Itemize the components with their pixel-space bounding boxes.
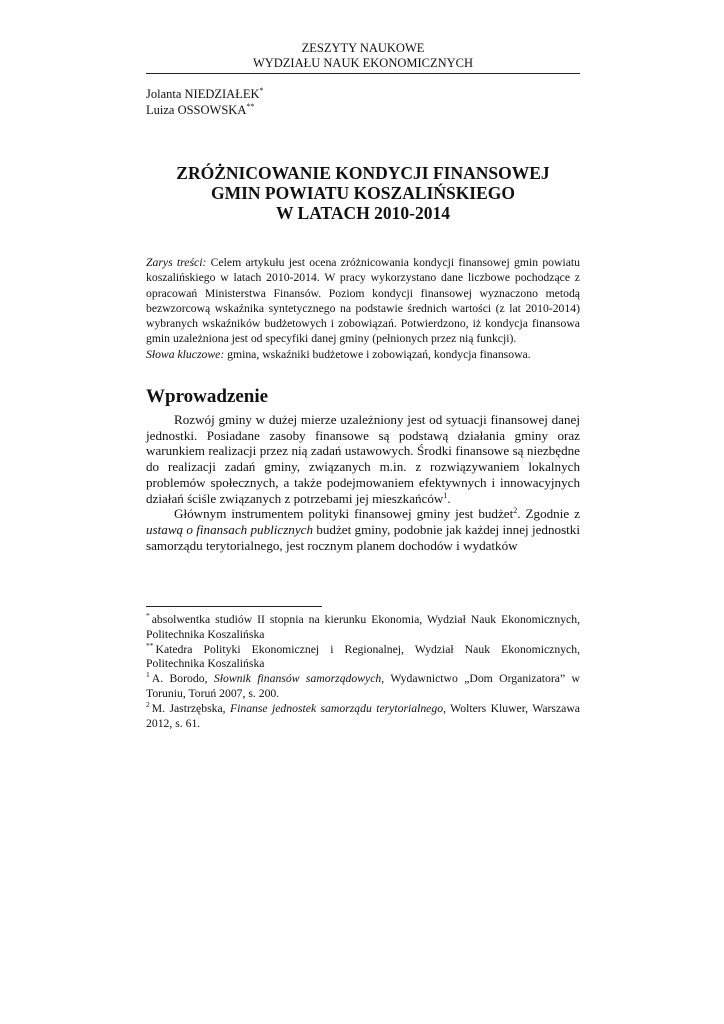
- body-text: [146, 412, 580, 553]
- footnote-text: M. Jastrzębska,: [151, 701, 230, 715]
- keywords-paragraph: [146, 347, 580, 362]
- paragraph-text: Głównym instrumentem polityki finansowej gminy jest budżet: [174, 506, 514, 522]
- body-paragraph-2: [146, 506, 580, 553]
- footnote: [146, 699, 580, 732]
- body-paragraph-1: [146, 412, 580, 506]
- author-2: [146, 102, 264, 118]
- author-name: Luiza OSSOWSKA: [146, 103, 247, 117]
- footnote-text: absolwentka studiów II stopnia na kierunku Ekonomia, Wydział Nauk Ekonomicznych, Politechnika Koszalińska: [146, 613, 580, 641]
- footnote-ref-2: 2: [513, 506, 518, 516]
- abstract-text: Celem artykułu jest ocena zróżnicowania kondycji finansowej gmin powiatu koszalińskiego w latach 2010-2014. W pracy wykorzystano dane liczbowe pochodzące z opracowań Ministerstwa Finansów. Poziom kondycji finansowej wyznaczono metodą bezwzorcową wskaźnika syntetycznego na podstawie średnich wartości (z lat 2010-2014) wybranych wskaźników budżetowych i zobowiązań. Potwierdzono, iż kondycja finansowa gmin uzależniona jest od specyfiki danej gminy (pełnionych przez nią funkcji).: [146, 256, 580, 346]
- keywords-label: Słowa kluczowe:: [146, 347, 225, 361]
- section-heading: Wprowadzenie: [146, 386, 269, 407]
- title-line-1: ZRÓŻNICOWANIE KONDYCJI FINANSOWEJ: [176, 163, 550, 183]
- author-name: Jolanta NIEDZIAŁEK: [146, 87, 260, 101]
- footnote-mark: *: [146, 611, 150, 620]
- author-1: [146, 86, 264, 102]
- footnote: [146, 672, 580, 702]
- abstract-paragraph: [146, 255, 580, 347]
- paragraph-italic: ustawą o finansach publicznych: [146, 521, 314, 537]
- footnote-italic: Finanse jednostek samorządu terytorialnego: [229, 701, 444, 715]
- footnote-ref-1: 1: [443, 490, 448, 500]
- journal-header-line2: WYDZIAŁU NAUK EKONOMICZNYCH: [252, 56, 474, 70]
- footnote-text: , Wolters Kluwer, Warszawa 2012, s. 61.: [146, 701, 580, 730]
- footnote-mark: **: [146, 640, 154, 650]
- journal-header: [146, 41, 580, 74]
- abstract-label: Zarys treści:: [146, 256, 207, 269]
- footnote-italic: Słownik finansów samorządowych: [213, 672, 382, 686]
- author-mark: *: [259, 86, 264, 95]
- journal-header-line1: ZESZYTY NAUKOWE: [301, 41, 425, 55]
- keywords-text: gmina, wskaźniki budżetowe i zobowiązań, kondycja finansowa.: [224, 347, 531, 361]
- title-line-2: GMIN POWIATU KOSZALIŃSKIEGO: [210, 183, 516, 203]
- abstract: [146, 255, 580, 362]
- footnote: [146, 613, 580, 643]
- footnote-text: A. Borodo,: [151, 672, 214, 686]
- author-list: [146, 86, 264, 118]
- paragraph-text: budżet gminy, podobnie jak każdej innej jednostki samorządu terytorialnego, jest rocznym planem dochodów i wydatków: [146, 521, 580, 553]
- footnote-mark: 1: [146, 670, 150, 680]
- footnote-text: , Wydawnictwo „Dom Organizatora” w Toruniu, Toruń 2007, s. 200.: [146, 672, 580, 700]
- paper-title: [146, 163, 580, 223]
- footnotes: [146, 613, 580, 731]
- footnote: [146, 640, 580, 673]
- footnote-text: Katedra Polityki Ekonomicznej i Regionalnej, Wydział Nauk Ekonomicznych, Politechnika Koszalińska: [146, 642, 580, 671]
- footnote-mark: 2: [146, 699, 150, 709]
- paragraph-text: Rozwój gminy w dużej mierze uzależniony jest od sytuacji finansowej danej jednostki. Posiadane zasoby finansowe są podstawą działania gminy oraz warunkiem realizacji przez nią zadań ustawowych. Środki finansowe są niezbędne do realizacji zadań gminy, związanych m.in. z rozwiązywaniem lokalnych problemów społecznych, a także podejmowaniem efektywnych i innowacyjnych działań ściśle związanych z potrzebami jej mieszkańców: [146, 412, 580, 506]
- title-line-3: W LATACH 2010-2014: [275, 203, 451, 223]
- paragraph-text: . Zgodnie z: [517, 506, 580, 522]
- footnote-divider: [146, 606, 322, 607]
- paragraph-text: .: [447, 490, 451, 506]
- author-mark: **: [246, 102, 255, 111]
